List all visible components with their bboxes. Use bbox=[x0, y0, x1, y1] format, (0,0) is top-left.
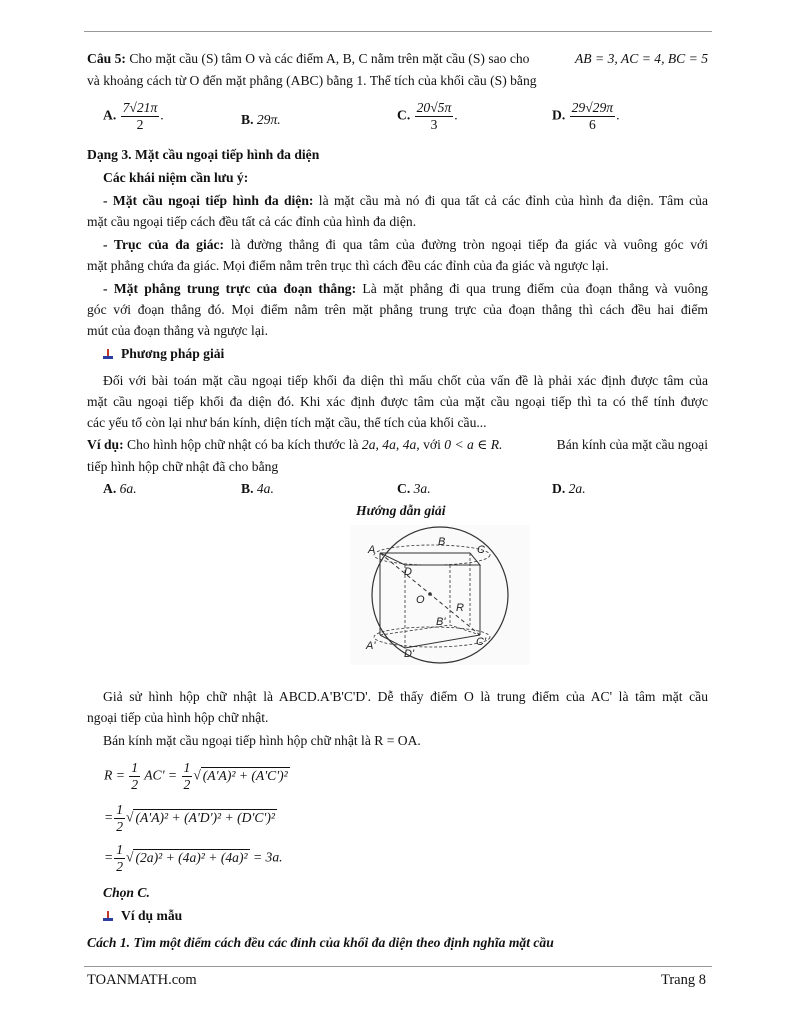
solution-line3: Bán kính mặt cầu ngoại tiếp hình hộp chữ nhật là R = OA. bbox=[103, 733, 421, 748]
cau5-option-a[interactable]: A. $\frac{7√21\pi}{2}$ . bbox=[103, 100, 164, 132]
label-d-prime: D' bbox=[404, 648, 415, 660]
sphere-box-figure bbox=[350, 525, 530, 665]
footer-rule bbox=[84, 966, 712, 967]
vidu-option-d[interactable]: D. 2a. bbox=[552, 481, 586, 496]
solution-line2: ngoại tiếp của hình hộp chữ nhật. bbox=[87, 710, 269, 725]
cau5-line2: và khoảng cách từ O đến mặt phẳng (ABC) bằng 1. Thể tích của khối cầu (S) bằng bbox=[87, 73, 537, 88]
vidu-line1: Ví dụ: Cho hình hộp chữ nhật có ba kích thước là 2a, 4a, 4a, với 0 < a ∈ R. Bán kính của mặt cầu ngoại bbox=[87, 437, 708, 452]
cau5-option-d[interactable]: D. $\frac{29√29\pi}{6}$ . bbox=[552, 100, 620, 132]
label-c-prime: C' bbox=[476, 636, 487, 648]
label-r: R bbox=[456, 602, 464, 614]
dinhnghia-1-line2: mặt cầu ngoại tiếp cách đều tất cả các đỉnh của hình đa diện. bbox=[87, 214, 417, 229]
vidu-option-a[interactable]: A. 6a. bbox=[103, 481, 137, 496]
dinhnghia-3-line3: mút của đoạn thẳng và ngược lại. bbox=[87, 323, 269, 338]
equation-2: = $\frac{1}{2}$ √ (A'A)² + (A'D')² + (D'C')² bbox=[104, 802, 275, 834]
vidu-option-b[interactable]: B. 4a. bbox=[241, 481, 274, 496]
huongdan-heading: Hướng dẫn giải bbox=[356, 503, 446, 518]
khainiem-heading: Các khái niệm cần lưu ý: bbox=[103, 170, 249, 185]
label-b-prime: B' bbox=[436, 616, 446, 628]
label-o: O bbox=[416, 594, 425, 606]
label-d: D bbox=[404, 566, 412, 578]
center-point bbox=[428, 592, 432, 596]
bookmark-icon bbox=[103, 349, 113, 359]
dinhnghia-3-line1: - Mặt phẳng trung trực của đoạn thẳng: Là mặt phẳng đi qua trung điểm của đoạn thẳng và vuông bbox=[103, 281, 708, 296]
solution-line1: Giả sử hình hộp chữ nhật là ABCD.A'B'C'D'. Dễ thấy điểm O là trung điểm của AC' là tâm mặt cầu bbox=[103, 689, 708, 704]
footer-page-number: Trang 8 bbox=[661, 972, 706, 988]
footer-site: TOANMATH.com bbox=[87, 972, 197, 988]
chon-answer: Chọn C. bbox=[103, 885, 150, 900]
vidu-line2: tiếp hình hộp chữ nhật đã cho bằng bbox=[87, 459, 279, 474]
dinhnghia-2-line1: - Trục của đa giác: là đường thẳng đi qua tâm của đường tròn ngoại tiếp đa giác và vuông góc với bbox=[103, 237, 708, 252]
phuongphap-heading: Phương pháp giải bbox=[103, 345, 708, 363]
cau5-line1 bbox=[87, 50, 708, 68]
cau5-condition: AB = 3, AC = 4, BC = 5 bbox=[575, 51, 708, 66]
cau5-option-c[interactable]: C. $\frac{20√5\pi}{3}$ . bbox=[397, 100, 458, 132]
bookmark-icon bbox=[103, 911, 113, 921]
cau5-text: Cho mặt cầu (S) tâm O và các điểm A, B, C nằm trên mặt cầu (S) sao cho bbox=[129, 51, 530, 66]
phuongphap-line1: Đối với bài toán mặt cầu ngoại tiếp khối đa diện thì mấu chốt của vấn đề là phải xác định được tâm của bbox=[103, 373, 708, 388]
cau5-option-b[interactable]: B. 29π. bbox=[241, 112, 281, 127]
dinhnghia-3-line2: góc với đoạn thẳng đó. Mọi điểm nằm trên mặt phẳng trung trực của đoạn thẳng thì cách đều hai điểm bbox=[87, 302, 708, 317]
label-a: A bbox=[368, 544, 376, 556]
label-b: B bbox=[438, 536, 446, 548]
dinhnghia-2-line2: mặt phẳng chứa đa giác. Mọi điểm nằm trên trục thì cách đều các đỉnh của đa giác và ngược lại. bbox=[87, 258, 609, 273]
label-a-prime: A' bbox=[366, 640, 376, 652]
dang3-title: Dạng 3. Mặt cầu ngoại tiếp hình đa diện bbox=[87, 147, 320, 162]
equation-3: = $\frac{1}{2}$ √ (2a)² + (4a)² + (4a)² = 3a. bbox=[104, 842, 283, 874]
header-rule bbox=[84, 31, 712, 32]
dinhnghia-1-line1: - Mặt cầu ngoại tiếp hình đa diện: là mặt cầu mà nó đi qua tất cả các đỉnh của hình đa diện. Tâm của bbox=[103, 193, 708, 208]
cau5-label: Câu 5: bbox=[87, 51, 126, 66]
cach1-heading: Cách 1. Tìm một điểm cách đều các đỉnh của khối đa diện theo định nghĩa mặt cầu bbox=[87, 935, 554, 950]
phuongphap-line3: các yếu tố còn lại như bán kính, diện tích mặt cầu, thể tích của khối cầu... bbox=[87, 415, 487, 430]
equation-1: R = $\frac{1}{2}$ AC' = $\frac{1}{2}$ √ (A'A)² + (A'C')² bbox=[104, 760, 288, 792]
vidu-option-c[interactable]: C. 3a. bbox=[397, 481, 431, 496]
vidumau-heading: Ví dụ mẫu bbox=[103, 907, 708, 925]
phuongphap-line2: mặt cầu ngoại tiếp khối đa diện đó. Khi xác định được tâm của mặt cầu ngoại tiếp thì ta có thể tính được bbox=[87, 394, 708, 409]
label-c: C bbox=[477, 544, 485, 556]
